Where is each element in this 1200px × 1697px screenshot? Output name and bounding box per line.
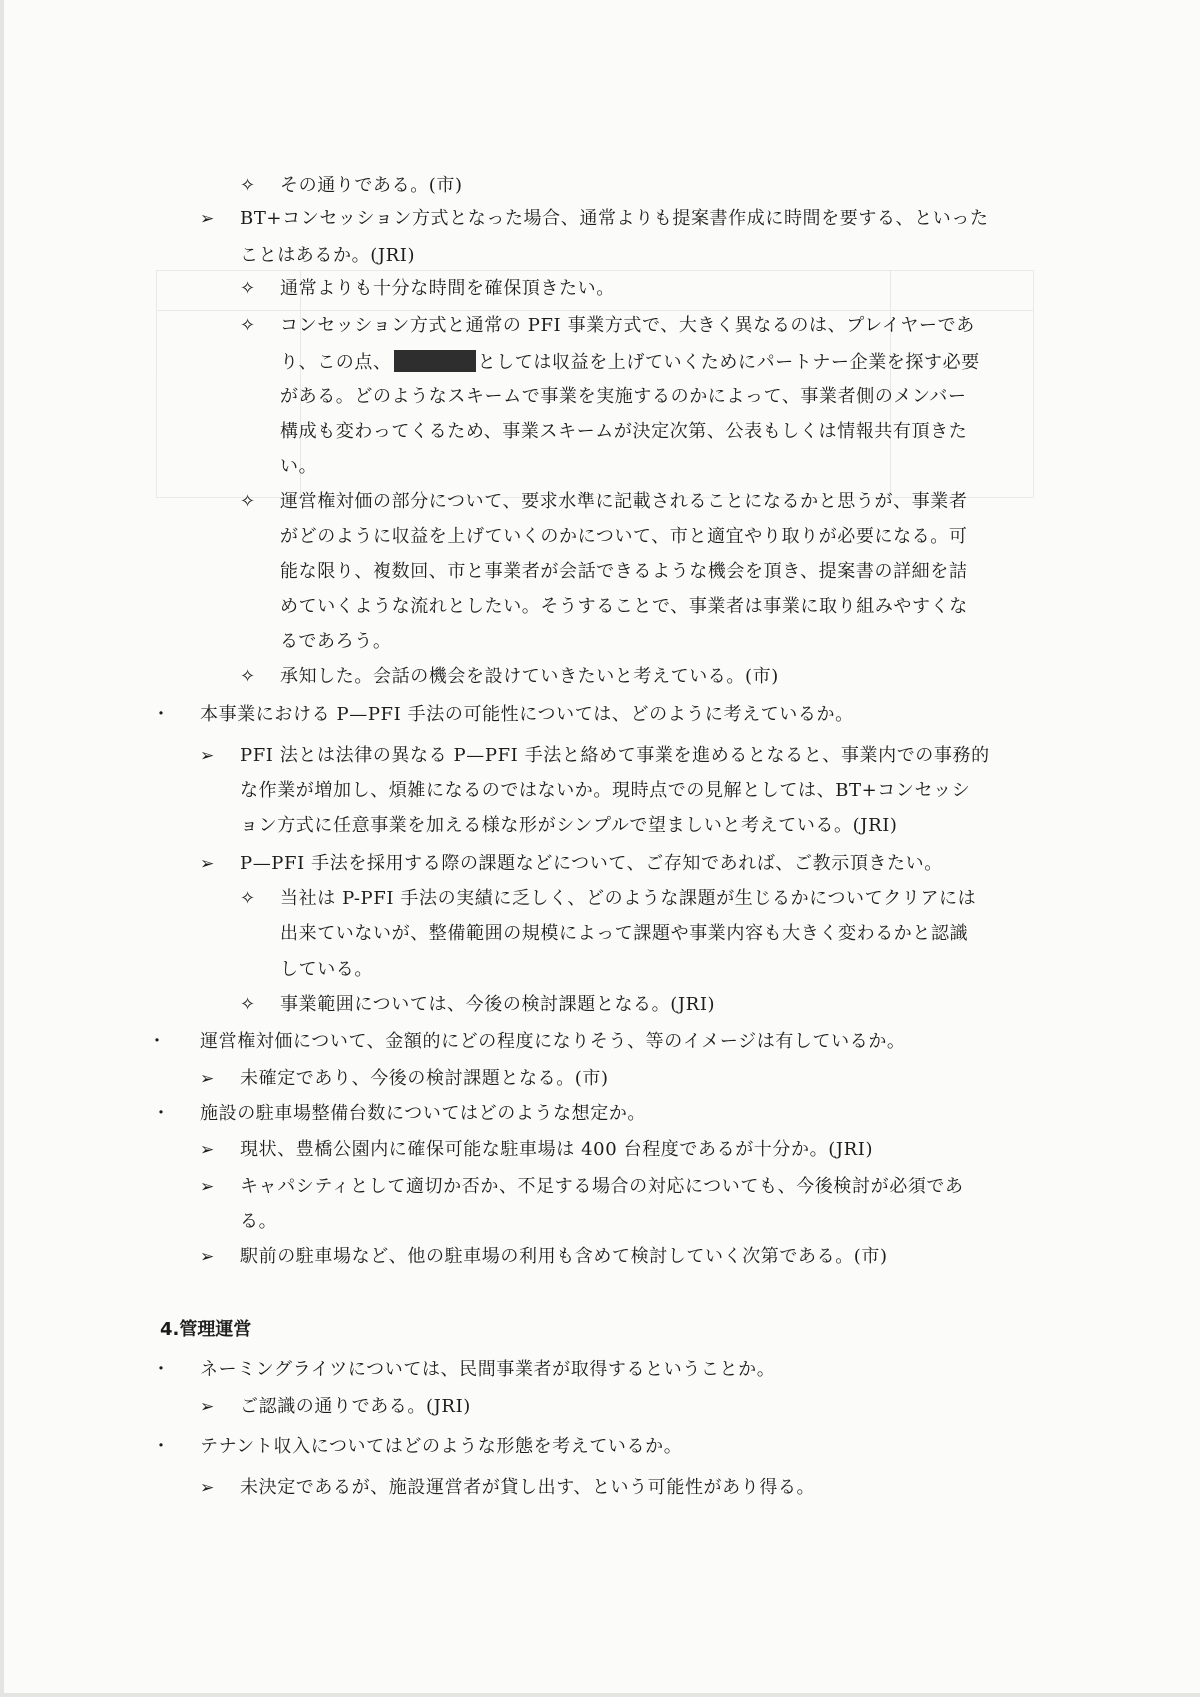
scan-edge-bottom [0, 1693, 1200, 1697]
diamond-bullet-icon: ✧ [240, 315, 256, 336]
text-line: 事業範囲については、今後の検討課題となる。(JRI) [280, 994, 716, 1015]
text-line: PFI 法とは法律の異なる P—PFI 手法と絡めて事業を進めるとなると、事業内での事務的 [240, 745, 990, 766]
text-line: 未確定であり、今後の検討課題となる。(市) [240, 1068, 609, 1089]
text-line: 構成も変わってくるため、事業スキームが決定次第、公表もしくは情報共有頂きた [280, 421, 968, 442]
arrow-bullet-icon: ➢ [200, 209, 215, 229]
text-line: がある。どのようなスキームで事業を実施するのかによって、事業者側のメンバー [280, 386, 967, 407]
text-line: 出来ていないが、整備範囲の規模によって課題や事業内容も大きく変わるかと認識 [280, 923, 969, 944]
text-line: ご認識の通りである。(JRI) [240, 1396, 471, 1417]
show-through-line [890, 270, 891, 496]
text-line: ネーミングライツについては、民間事業者が取得するということか。 [200, 1359, 776, 1380]
arrow-bullet-icon: ➢ [200, 1069, 215, 1089]
arrow-bullet-icon: ➢ [200, 746, 215, 766]
text-line: 能な限り、複数回、市と事業者が会話できるような機会を頂き、提案書の詳細を詰 [280, 561, 968, 582]
scan-edge-left [0, 0, 4, 1697]
arrow-bullet-icon: ➢ [200, 854, 215, 874]
diamond-bullet-icon: ✧ [240, 491, 256, 512]
text-line: キャパシティとして適切か否か、不足する場合の対応についても、今後検討が必須であ [240, 1176, 964, 1197]
text-line: めていくような流れとしたい。そうすることで、事業者は事業に取り組みやすくな [280, 596, 968, 617]
arrow-bullet-icon: ➢ [200, 1177, 215, 1197]
text-line: BT+コンセッション方式となった場合、通常よりも提案書作成に時間を要する、といった [240, 208, 989, 229]
arrow-bullet-icon: ➢ [200, 1397, 215, 1417]
text-line: 本事業における P—PFI 手法の可能性については、どのように考えているか。 [200, 704, 854, 725]
text-line: 運営権対価の部分について、要求水準に記載されることになるかと思うが、事業者 [280, 491, 968, 512]
text-line: ョン方式に任意事業を加える様な形がシンプルで望ましいと考えている。(JRI) [240, 815, 898, 836]
redaction-block [394, 350, 476, 372]
text-line: い。 [280, 456, 318, 477]
arrow-bullet-icon: ➢ [200, 1247, 215, 1267]
text-line: るであろう。 [280, 631, 392, 652]
diamond-bullet-icon: ✧ [240, 666, 256, 687]
diamond-bullet-icon: ✧ [240, 994, 256, 1015]
text-line-with-redaction [280, 350, 980, 375]
text-line: な作業が増加し、煩雑になるのではないか。現時点での見解としては、BT+コンセッシ [240, 780, 971, 801]
text-line: テナント収入についてはどのような形態を考えているか。 [200, 1436, 683, 1457]
text-line: その通りである。(市) [280, 175, 463, 196]
section-heading: 4.管理運営 [160, 1319, 252, 1340]
text-line: がどのように収益を上げていくのかについて、市と適宜やり取りが必要になる。可 [280, 526, 968, 547]
diamond-bullet-icon: ✧ [240, 888, 256, 909]
text-line: 未決定であるが、施設運営者が貸し出す、という可能性があり得る。 [240, 1477, 816, 1498]
arrow-bullet-icon: ➢ [200, 1478, 215, 1498]
text-segment: り、この点、 [280, 352, 392, 373]
text-line: P—PFI 手法を採用する際の課題などについて、ご存知であれば、ご教示頂きたい。 [240, 853, 943, 874]
text-line: 運営権対価について、金額的にどの程度になりそう、等のイメージは有しているか。 [200, 1031, 906, 1052]
diamond-bullet-icon: ✧ [240, 278, 256, 299]
text-line: 通常よりも十分な時間を確保頂きたい。 [280, 278, 615, 299]
text-segment: としては収益を上げていくためにパートナー企業を探す必要 [477, 352, 980, 373]
text-line: 当社は P-PFI 手法の実績に乏しく、どのような課題が生じるかについてクリアには [280, 888, 977, 909]
text-line: 承知した。会話の機会を設けていきたいと考えている。(市) [280, 666, 779, 687]
text-line: る。 [240, 1211, 278, 1232]
text-line: 現状、豊橋公園内に確保可能な駐車場は 400 台程度であるが十分か。(JRI) [240, 1139, 874, 1160]
text-line: 駅前の駐車場など、他の駐車場の利用も含めて検討していく次第である。(市) [240, 1246, 888, 1267]
arrow-bullet-icon: ➢ [200, 1140, 215, 1160]
dot-bullet-icon: ・ [152, 1103, 170, 1124]
dot-bullet-icon: ・ [152, 1436, 170, 1457]
show-through-line [158, 310, 1034, 311]
text-line: ことはあるか。(JRI) [240, 245, 416, 266]
dot-bullet-icon: ・ [152, 704, 170, 725]
text-line: している。 [280, 959, 373, 980]
text-line: コンセッション方式と通常の PFI 事業方式で、大きく異なるのは、プレイヤーであ [280, 315, 975, 336]
dot-bullet-icon: ・ [148, 1031, 166, 1052]
text-line: 施設の駐車場整備台数についてはどのような想定か。 [200, 1103, 647, 1124]
dot-bullet-icon: ・ [152, 1359, 170, 1380]
diamond-bullet-icon: ✧ [240, 175, 256, 196]
